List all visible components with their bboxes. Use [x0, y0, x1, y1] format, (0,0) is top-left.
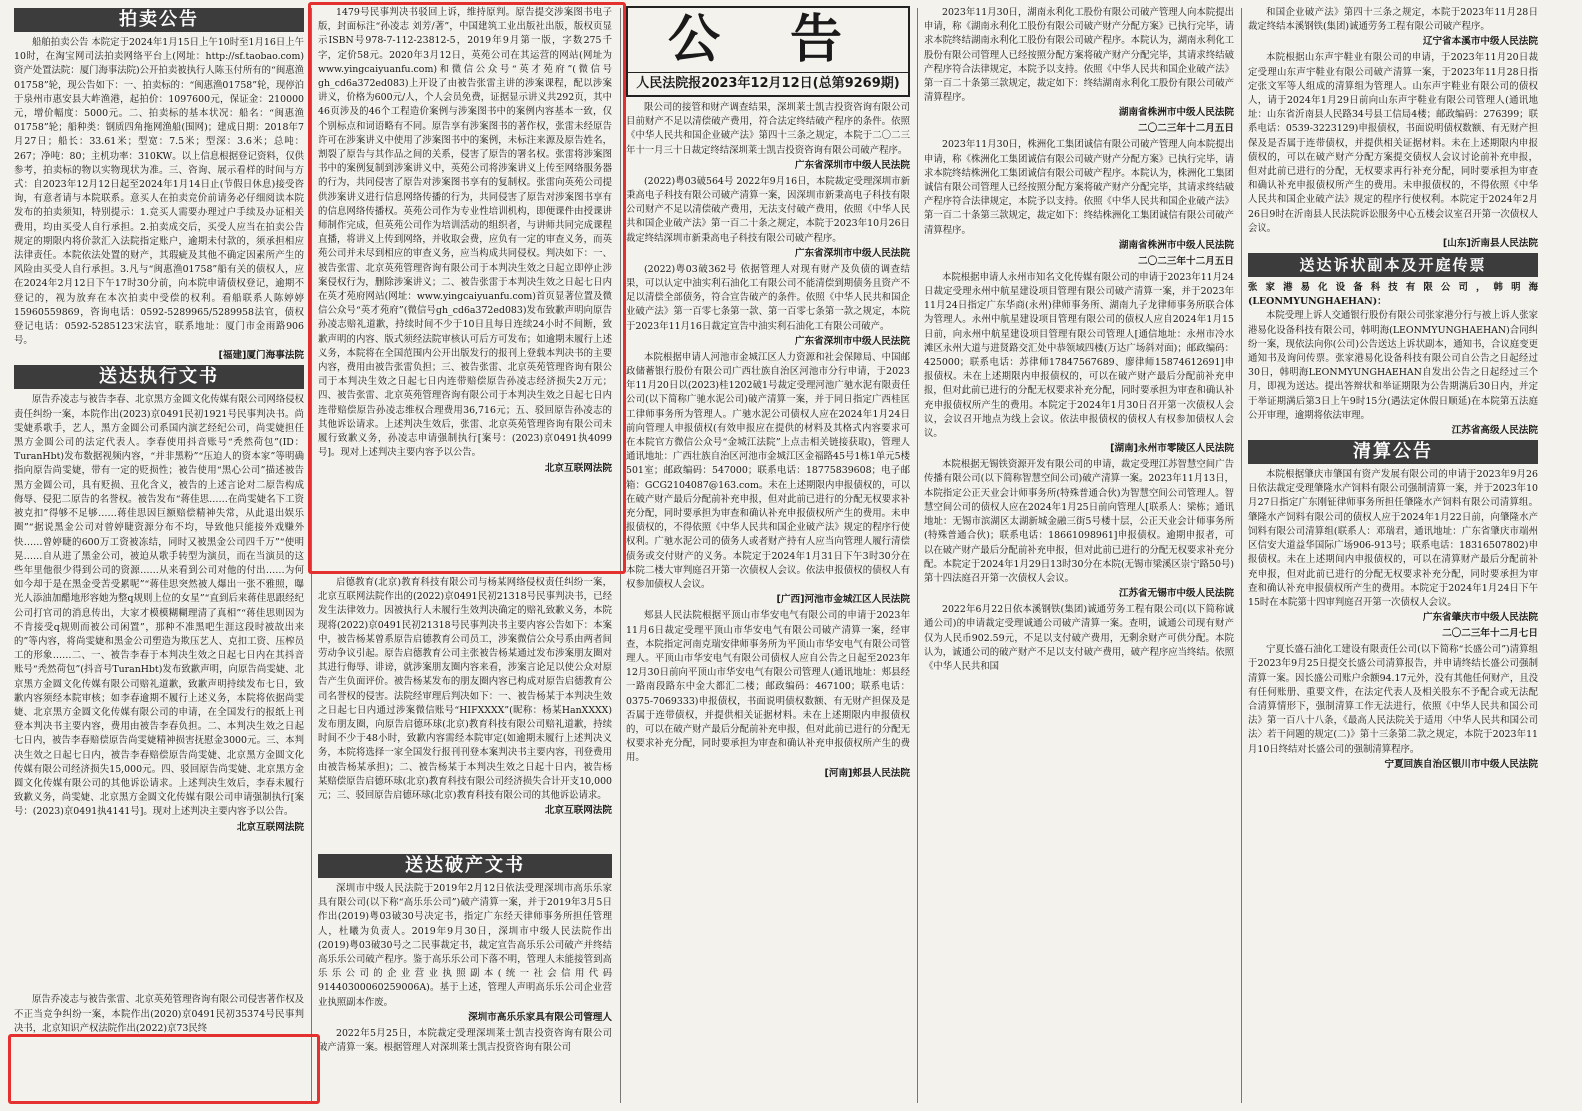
court-signature: 北京互联网法院 — [544, 462, 612, 474]
section-header-complaint: 送达诉状副本及开庭传票 — [1248, 253, 1538, 277]
notice-text: 郏县人民法院根据平顶山市华安电气有限公司的申请于2023年11月6日裁定受理平顶山市华安电气有限公司破产清算一案，经审查，本院指定河南克瑞安律师事务所为平顶山市华安电气有限公司管理人。平顶山市华安电气有限公司债权人应自公告之日起至2023年12月30日前向平顶山市华安电气有限公司管理人(通讯地址：郏县经一路南段路东中金大都汇二楼；邮政编码：467100；联系电话：0375-7069333)申报债权，书面说明债权数额、有无财产担保及是否属于连带债权，并提供相关证据材料。未在上述期限内申报债权的，可以在破产财产最后分配前补充申报，但对此前已进行的分配无权要求补充分配，同时要承担为审查和确认补充申报债权所产生的费用。 — [626, 610, 910, 764]
court-signature: 湖南省株洲市中级人民法院 — [1118, 239, 1234, 251]
notice-text: (2022)粤03破362号 依据管理人对现有财产及负债的调查结果，可以认定中油实利石油化工有限公司不能清偿到期债务且资产不足以清偿全部债务，符合宣告破产的条件。依照《中华人民共和国企业破产法》第一百零七条第一款、第一百零七条第一款之规定，本院于2023年11月16日裁定宣告中油实利石油化工有限公司破产。 — [626, 263, 910, 332]
notice-date: 二〇二三年十二月五日 — [1138, 255, 1234, 267]
section-header-enforcement: 送达执行文书 — [14, 365, 304, 389]
notice-date: 二〇二三年十二月七日 — [1442, 628, 1538, 640]
column-5 — [1248, 6, 1538, 1106]
highlight-box — [8, 1034, 320, 1104]
court-signature: 湖南省株洲市中级人民法院 — [1118, 107, 1234, 119]
enforcement-notice-2 — [318, 576, 612, 852]
court-signature: [河南]郏县人民法院 — [824, 767, 910, 779]
highlight-box — [308, 2, 626, 574]
notice-text: 本院根据肇庆市肇国有资产发展有限公司的申请于2023年9月26日依法裁定受理肇隆水产饲料有限公司强制清算一案，并于2023年10月27日指定广东刚钲律师事务所担任肇隆水产饲料有限公司清算组。肇隆水产饲料有限公司的债权人应于2024年1月22日前，向肇隆水产饲料有限公司清算组(联系人：邓瑞君，通讯地址：广东省肇庆市端州区信安大道益华国际广场906-913号；联系电话：18316507802)申报债权。未在上述期间内申报债权的，可以在清算财产最后分配前补充申报，但对此前已进行的分配无权要求补充分配，同时要承担为审查和确认补充申报债权所产生的费用。本院定于2024年1月24日下午15时在本院第十四审判庭召开第一次债权人会议。 — [1248, 469, 1538, 608]
court-signature: 宁夏回族自治区银川市中级人民法院 — [1384, 758, 1538, 770]
section-header-liquidation: 清算公告 — [1248, 440, 1538, 464]
section-header-auction: 拍卖公告 — [14, 8, 304, 32]
court-signature: 广东省深圳市中级人民法院 — [794, 335, 910, 347]
court-signature: [湖南]永州市零陵区人民法院 — [1110, 443, 1234, 455]
column-rule — [1241, 8, 1242, 1103]
court-signature: [山东]沂南县人民法院 — [1442, 238, 1538, 250]
column-rule — [917, 8, 918, 1103]
court-signature: 辽宁省本溪市中级人民法院 — [1422, 36, 1538, 48]
notice-text: 本院根据申请人永州市知名文化传媒有限公司的申请于2023年11月24日裁定受理永州中航星建设项目管理有限公司破产清算一案，并于2023年11月24日指定广东华商(永州)律师事务所、湖南九子龙律师事务所联合体为管理人。永州中航星建设项目管理有限公司的债权人应自2024年1月15日前，向永州中航星建设项目管理有限公司管理人[通信地址：永州市冷水滩区永州大道与进贤路交汇处中恭领域四楼(万达广场斜对面)；邮政编码：425000；联系电话：苏律师17847567689、廖律师15874612691]申报债权。未在上述期限内申报债权的，可以在破产财产最后分配前补充申报，但对此前已进行的分配无权要求补充分配，同时要承担为审查和确认补充申报债权所产生的费用。本院定于2024年1月30日召开第一次债权人会议，会议召开地点为线上会议。依法申报债权的债权人有权参加债权人会议。 — [924, 271, 1234, 440]
notice-text: 和国企业破产法》第四十三条之规定，本院于2023年11月28日裁定终结本溪钢铁(集团)诚通劳务工程有限公司破产程序。 — [1248, 7, 1538, 33]
court-signature: 广东省深圳市中级人民法院 — [794, 159, 910, 171]
auction-notice-text: 船舶拍卖公告 本院定于2024年1月15日上午10时至1月16日上午10时，在淘宝网司法拍卖网络平台上(网址：http://sf.taobao.com)资产处置法院：厦门海事法院)公开拍卖被执行人陈玉付所有的“闽惠渔01758”轮，现公告如下：一、拍卖标的：“闽惠渔01758”轮，现停泊于泉州市惠安县大岞渔港，起拍价：1097600元，保证金：210000元，增价幅度：5000元。二、拍卖标的基本状况：船名：“闽惠渔01758”轮；船种类：钢质四角拖网渔船(围网)；建成日期：2018年7月27日；船长：33.61米；型宽：7.5米；型深：3.6米；总吨：267；净吨：80；主机功率：310KW。以上信息根据登记资料，仅供参考，拍卖标的物以实物现状为准。三、咨询、展示看样的时间与方式：自2023年12月12日起至2024年1月14日止(节假日休息)接受咨询，有意者请与本院联系。意买人在拍卖竞价前请务必仔细阅读本院发布的拍卖须知，特别提示：1.竞买人需要办理过户手续及办证相关费用，均由买受人自行承担。2.拍卖成交后，买受人应当在拍卖公告规定的期限内将价款汇入法院指定账户，逾期未付款的，须承担相应法律责任。本院依法处置的财产，其瑕疵及其他不确定因素所产生的风险由买受人自行承担。3.凡与“闽惠渔01758”船有关的债权人，应在2024年2月12日下午17时30分前，向本院申请债权登记，逾期不登记的，视为放弃在本次拍卖中受偿的权利。看船联系人陈婷婷15960559869，咨询电话：0592-5289965/5289958法官，债权登记电话：0592-5285123宋法官，联系地址：厦门市金雨路906号。 — [14, 37, 304, 347]
notice-text: 限公司的接管和财产调查结果，深圳莱士凯吉投资咨询有限公司目前财产不足以清偿破产费用，符合法定终结破产程序的条件。依照《中华人民共和国企业破产法》第四十三条之规定，本院于二〇二三年十一月三十日裁定终结深圳莱士凯吉投资咨询有限公司破产程序。 — [626, 102, 910, 156]
highlighted-notice-text: 1479号民事判决书驳回上诉，维持原判。原告提交涉案图书电子版，封面标注“孙凌志 刘芳/著”，中国建筑工业出版社出版，版权页显示ISBN号978-7-112-23812-5，2019年9月第一版，字数275千字，定价58元。2020年3月12日，英苑公司在其运营的网站(网址为www.yingcaiyuanfu.com)和微信公众号“英才苑府”(微信号gh_cd6a372ed083)上开设了由被告张雷主讲的涉案课程，配以涉案讲义，价格为600元/人，个人会员免费，证据显示讲义共292页，其中46页涉及的46个工程造价案例与涉案图书中的案例内容基本一致，仅个别标点和词语略有不同。原告享有涉案图书的著作权，张雷未经原告许可在涉案讲义中使用了涉案图书中的案例，未标注来源及原告姓名，割裂了原告与其作品之间的关系，侵害了原告的署名权。张雷将涉案图书中的案例复制到涉案讲义中，英苑公司将涉案讲义上传至网络服务器的行为，共同侵害了原告对涉案图书享有的复制权。张雷向英苑公司提供涉案讲义进行信息网络传播的行为，共同侵害了原告对涉案图书享有的信息网络传播权。英苑公司作为专业性培训机构，即便课件由授课讲师制作完成，但英苑公司作为培训活动的组织者，与讲师共同完成课程直播，将讲义上传到网络，并收取会费，应负有一定的审查义务，而英苑公司并未尽到相应的审查义务，应当构成共同侵权。判决如下：一、被告张雷、北京英苑管理咨询有限公司于本判决生效之日起立即停止涉案侵权行为，删除涉案讲义；二、被告张雷于本判决生效之日起七日内在英才苑府网站(网址：www.yingcaiyuanfu.com)首页显著位置及微信公众号“英才苑府”(微信号gh_cd6a372ed083)发布致歉声明向原告孙凌志赔礼道歉，持续时间不少于10日且每日连续24小时不间断，致歉声明的内容、版式须经法院审核认可后方可发布；如逾期未履行上述义务，本院将在全国范围内公开出版发行的报刊上登载本判决书的主要内容，费用由被告张雷负担；三、被告张雷、北京英苑管理咨询有限公司于本判决生效之日起七日内连带赔偿原告孙凌志经济损失2万元；四、被告张雷、北京英苑管理咨询有限公司于本判决生效之日起七日内连带赔偿原告孙凌志维权合理费用36,716元；五、驳回原告孙凌志的其他诉讼请求。上述判决生效后，张雷、北京英苑管理咨询有限公司未履行致歉义务，孙凌志申请强制执行[案号：(2023)京0491执4099号]。现对上述判决主要内容予以公告。 — [318, 7, 612, 459]
masthead — [626, 6, 910, 97]
notice-text: 本院根据山东声宇鞋业有限公司的申请，于2023年11月20日裁定受理山东声宇鞋业有限公司破产清算一案，于2023年11月28日指定张文军等人组成的清算组为管理人。山东声宇鞋业有限公司的债权人，请于2024年1月29日前向山东声宇鞋业有限公司管理人(通讯地址：山东省沂南县人民路34号县工信局4楼；邮政编码：276399；联系电话：0539-3223129)申报债权，书面说明债权数额、有无财产担保及是否属于连带债权，并提供相关证据材料。未在上述期限内申报债权的，可以在破产财产分配方案提交债权人会议讨论前补充申报，但对此前已进行的分配，无权要求再行补充分配，同时要承担为审查和确认补充申报债权所产生的费用。未申报债权的，不得依照《中华人民共和国企业破产法》规定的程序行使权利。本院定于2024年2月26日9时在沂南县人民法院诉讼服务中心五楼会议室召开第一次债权人会议。 — [1248, 52, 1538, 234]
notice-text: 2022年6月22日依本溪钢铁(集团)诚通劳务工程有限公司(以下简称诚通公司)的申请裁定受理诚通公司破产清算一案。查明，诚通公司现有财产仅为人民币902.59元，不足以支付破产费用，无剩余财产可供分配。本院认为，诚通公司的破产财产不足以支付破产费用，破产程序应当终结。依照《中华人民共和国 — [924, 604, 1234, 672]
administrator-signature: 深圳市高乐乐家具有限公司管理人 — [468, 1011, 612, 1023]
notice-text: 2023年11月30日，株洲化工集团诚信有限公司破产管理人向本院提出申请，称《株洲化工集团诚信有限公司破产财产分配方案》已执行完毕，请求本院终结株洲化工集团诚信有限公司破产程序。本院认为，株洲化工集团诚信有限公司管理人已经按照分配方案将破产财产分配完毕，其请求终结破产程序符合法律规定，本院予以支持。依照《中华人民共和国企业破产法》第一百二十条第三款规定，裁定如下：终结株洲化工集团诚信有限公司破产清算程序。 — [924, 139, 1234, 236]
bankruptcy-notice-text: 深圳市中级人民法院于2019年2月12日依法受理深圳市高乐乐家具有限公司(以下称“高乐乐公司”)破产清算一案，并于2019年3月5日作出(2019)粤03破30号决定书，指定广东经天律师事务所担任管理人，杜曦为负责人。2019年9月30日，深圳市中级人民法院作出(2019)粤03破30号之二民事裁定书，裁定宣告高乐乐公司破产并终结高乐乐公司破产程序。鉴于高乐乐公司下落不明，管理人未能接管到高乐乐公司的企业营业执照副本(统一社会信用代码91440300060259006A)。基于上述，管理人声明高乐乐公司企业营业执照副本作废。 — [318, 883, 612, 1008]
court-signature: 广东省肇庆市中级人民法院 — [1422, 612, 1538, 624]
court-signature: 北京互联网法院 — [544, 805, 612, 817]
court-signature: 广东省深圳市中级人民法院 — [794, 247, 910, 259]
court-signature: [福建]厦门海事法院 — [218, 350, 304, 362]
bankruptcy-notice-text: 2022年5月25日，本院裁定受理深圳莱士凯吉投资咨询有限公司破产清算一案。根据管理人对深圳莱士凯吉投资咨询有限公司 — [318, 1027, 612, 1054]
notice-text: 2023年11月30日，湖南永利化工股份有限公司破产管理人向本院提出申请，称《湖南永利化工股份有限公司破产财产分配方案》已执行完毕，请求本院终结湖南永利化工股份有限公司破产程序。本院认为，湖南永利化工股份有限公司管理人已经按照分配方案将破产财产分配完毕，其请求终结破产程序符合法律规定，本院予以支持。依照《中华人民共和国企业破产法》第一百二十条第三款规定，裁定如下：终结湖南永利化工股份有限公司破产清算程序。 — [924, 7, 1234, 104]
highlighted-notice-text: 原告乔凌志与被告张雷、北京英苑管理咨询有限公司侵害著作权及不正当竞争纠纷一案，本院作出(2020)京0491民初35374号民事判决书，北京知识产权法院作出(2022)京73民终 — [14, 994, 304, 1034]
notice-text: 宁夏长盛石油化工建设有限责任公司(以下简称“长盛公司”)清算组于2023年9月25日提交长盛公司清算报告，并申请终结长盛公司强制清算一案。因长盛公司账户余额94.17元外，没有其他任何财产，且没有任何账册、重要文件，在法定代表人及相关股东不予配合或无法配合清算情形下，强制清算工作无法进行，依照《中华人民共和国公司法》第一百八十八条，《最高人民法院关于适用〈中华人民共和国公司法〉若干问题的规定(二)》第十三条第二款之规定，本院于2023年11月10日终结对长盛公司的强制清算程序。 — [1248, 644, 1538, 755]
column-3 — [626, 6, 910, 1106]
court-signature: [广西]河池市金城江区人民法院 — [776, 594, 910, 606]
section-header-bankruptcy: 送达破产文书 — [318, 854, 612, 878]
notice-date: 二〇二三年十二月五日 — [1138, 123, 1234, 135]
court-signature: 江苏省无锡市中级人民法院 — [1118, 588, 1234, 600]
masthead-title: 公 告 — [667, 9, 869, 70]
enforcement-notice-text: 原告乔凌志与被告李春、北京黑方金圆文化传媒有限公司网络侵权责任纠纷一案，本院作出(2023)京0491民初1921号民事判决书。尚雯婕系歌手，艺人，黑方金圆公司系国内演艺经纪公司，尚雯婕担任黑方金圆公司的法定代表人。李春使用抖音账号“秃然荷包”(ID：TuranHbt)发布数据视频内容，“并非黑粉”“压迫人的资本家”等明确指向原告尚雯婕，带有一定的贬损性；被告使用“黑心公司”描述被告黑方金圆公司，具有贬损、丑化含义，被告的上述言论对二原告构成侮辱、侵犯二原告的名誉权。被告发布“蒋佳思……在尚雯婕名下工资被克扣”得够不足够……蒋佳思因巨额赔偿精神失常，从此退出娱乐圈”“据说黑金公司对曾婷睫资源分布不均，导致他只能接外戏赚外快……曾婷睫的600万工资被冻结，同时又被黑金公司四千万”“使明晃……自从进了黑金公司，被迫从歌手转型为演员，而在当演员的这些年里他很少得到公司的资源……从来看到公司对他的付出……为何如今却于是在黑金受苦受累呢”“蒋佳思突然被人爆出一张不雅照，曝光人添油加醋地形容她为整q规则上位的女星”“直到后来蒋佳思跟经纪公司打官司的消息传出，大家才模模糊糊理清了真相”“蒋佳思则因为不肯接受q规则而被公司闲置”，那种不准黑吧生涯这段时被故出来的”等内容，将尚雯婕和黑金公司塑造为欺压艺人、克扣工资、压榨员工的形象……二、一、被告李春于本判决生效之日起七日内在其抖音账号“秃然荷包”(抖音号TuranHbt)发布致歉声明，向原告尚雯婕、北京黑方金圆文化传媒有限公司赔礼道歉，致歉声明持续发布七日，致歉内容须经本院审核；如李春逾期不履行上述义务，本院将依据尚雯婕、北京黑方金圆文化传媒有限公司的申请，在全国发行的报纸上刊登本判决书主要内容，费用由被告李春负担。二、本判决生效之日起七日内，被告李春赔偿原告尚雯婕精神损害抚慰金3000元。三、本判决生效之日起七日内，被告李春赔偿原告尚雯婕、北京黑方金圆文化传媒有限公司经济损失15,000元。四、驳回原告尚雯婕、北京黑方金圆文化传媒有限公司的其他诉讼请求。上述判决生效后，李春未履行致歉义务，尚雯婕、北京黑方金圆文化传媒有限公司申请强制执行[案号：(2023)京0491执4141号]。现对上述判决主要内容予以公告。 — [14, 394, 304, 818]
notice-text: 本院根据申请人河池市金城江区人力资源和社会保障局、中国邮政储蓄银行股份有限公司广西壮族自治区河池市分行申请，于2023年11月20日以(2023)桂1202破1号裁定受理河池广驰水泥有限责任公司(以下简称广驰水泥公司)破产清算一案，并于同日指定广西桂匡工律师事务所为管理人。广驰水泥公司债权人应在2024年1月24日前向管理人申报债权(有效申报应在提供的材料及其格式内容要求可在本院官方微信公众号“金城江法院”上点击相关链接获取)，管理人通讯地址：广西壮族自治区河池市金城江区金福路45号1栋1单元5楼501室；邮政编码：547000；联系电话：18775839608；电子邮箱：GCG2104087@163.com。未在上述期限内申报债权的，可以在破产财产最后分配前补充申报，但对此前已进行的分配无权要求补充分配，同时要承担为审查和确认补充申报债权所产生的费用。未申报债权的，不得依照《中华人民共和国企业破产法》规定的程序行使权利。广驰水泥公司的债务人或者财产持有人应当向管理人履行清偿债务或交付财产的义务。本院定于2024年1月31日下午3时30分在本院二楼大审判庭召开第一次债权人会议。依法申报债权的债权人有权参加债权人会议。 — [626, 351, 910, 591]
notice-addressee: 张家港易化设备科技有限公司，韩明海(LEONMYUNGHAEHAN)： — [1248, 282, 1538, 308]
notice-text: 本院根据无锡铁资源开发有限公司的申请，裁定受理江苏智慧空间广告传播有限公司(以下简称智慧空间公司)破产清算一案。2023年11月13日，本院指定公正天业会计师事务所(特殊普通合伙)为智慧空间公司管理人。智慧空间公司的债权人应在2024年1月25日前向管理人[联系人：梁栋；通讯地址：无锡市滨湖区太湖新城金融三街5号楼十层，公正天业会计师事务所(特殊普通合伙)；联系电话：18661098961]申报债权。逾期申报者，可以在破产财产最后分配前补充申报，但对此前已进行的分配无权要求补充分配。本院定于2024年1月29日13时30分在本院(无锡市梁溪区崇宁路50号)第十四法庭召开第一次债权人会议。 — [924, 459, 1234, 584]
column-1 — [14, 6, 304, 1106]
court-signature: 江苏省高级人民法院 — [1451, 425, 1538, 437]
notice-text: (2022)粤03破564号 2022年9月16日，本院裁定受理深圳市新秉高电子科技有限公司破产清算一案，因深圳市新秉高电子科技有限公司财产不足以清偿破产费用，无法支付破产费用，依照《中华人民共和国企业破产法》第一百二十条之规定，本院于2023年10月26日裁定终结深圳市新秉高电子科技有限公司破产程序。 — [626, 175, 910, 244]
masthead-subtitle: 人民法院报2023年12月12日(总第9269期) — [628, 72, 908, 95]
column-4 — [924, 6, 1234, 1106]
notice-text: 本院受理上诉人交通银行股份有限公司张家港分行与被上诉人张家港易化设备科技有限公司，韩明海(LEONMYUNGHAEHAN)合同纠纷一案，现依法向你(公司)公告送达上诉状副本，通知书，合议庭变更通知书及询问传票。张家港易化设备科技有限公司自公告之日起经过30日，韩明海LEONMYUNGHAEHAN自发出公告之日起经过三个月，即视为送达。提出答辩状和举证期限为公告期满后30日内，并定于举证期满后第3日上午9时15分(遇法定休假日顺延)在本院第五法庭公开审理，逾期将依法审理。 — [1248, 310, 1538, 421]
enforcement-notice — [14, 393, 304, 989]
enforcement-notice-text: 启德教育(北京)教育科技有限公司与杨某网络侵权责任纠纷一案，北京互联网法院作出的(2022)京0491民初21318号民事判决书，已经发生法律效力。因被执行人未履行生效判决确定的赔礼致歉义务，本院现将(2022)京0491民初21318号民事判决书主要内容公告如下：本案中，被告杨某曾系原告启德教育公司员工，涉案微信公众号系由两者间劳动争议引起。原告启德教育公司主张被告杨某通过发布涉案朋友圈对其进行侮辱、诽谤，就涉案朋友圈内容来看，涉案言论足以使公众对原告产生负面评价。被告杨某发布的朋友圈内容已构成对原告启德教育公司名誉权的侵害。法院经审理后判决如下：一、被告杨某于本判决生效之日起七日内通过涉案微信账号“HIFXXXX”(昵称：杨某HanXXXX)发布朋友圈，向原告启德环球(北京)教育科技有限公司赔礼道歉，持续时间不少于48小时，致歉内容需经本院审定(如逾期未履行上述判决义务，本院将选择一家全国发行报刊刊登本案判决书主要内容，刊登费用由被告杨某承担)；二、被告杨某于本判决生效之日起十日内，被告杨某赔偿原告启德环球(北京)教育科技有限公司经济损失合计开支10,000元；三、驳回原告启德环球(北京)教育科技有限公司的其他诉讼请求。 — [318, 577, 612, 802]
court-signature: 北京互联网法院 — [236, 821, 304, 833]
